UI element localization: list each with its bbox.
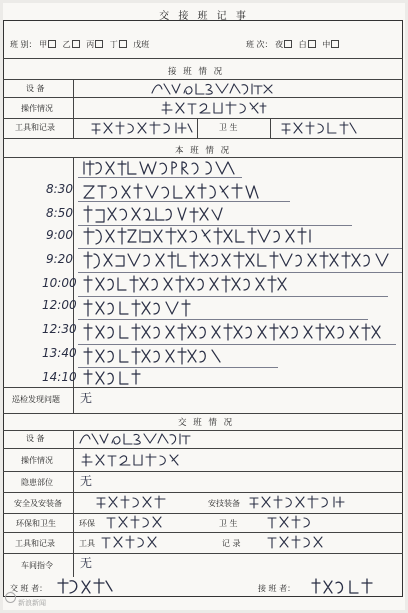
handover-signature [56,577,116,595]
time-entry: 8:30 [46,182,73,196]
shift-label: 班 别： 甲 乙 丙 丁 戊班 [10,40,150,49]
time-entry: 12:00 [42,298,77,312]
watermark-text: 新浪新闻 [18,599,46,607]
divider [3,532,403,533]
shift-over-env-label: 环保和卫生 [16,519,56,528]
time-entry: 9:00 [46,228,73,242]
shift-option-jia[interactable]: 甲 [39,40,60,49]
shift-over-tools-label: 工具和记录 [15,539,55,548]
time-entry: 13:40 [42,346,77,360]
shift-over-workshop-label: 车间指令 [21,561,53,570]
time-entry: 12:30 [42,322,77,336]
column-divider [73,79,74,138]
divider [3,58,403,59]
handwriting-handover-equipment [150,81,280,97]
form-title: 交 接 班 记 事 [159,11,249,22]
column-divider [73,387,74,413]
tools-prefix-label: 工具 [79,539,95,548]
divider [3,448,403,449]
divider [3,430,403,431]
turn-label: 班 次： 夜 白 中 [246,40,343,50]
shift-over-hygiene-label: 卫 生 [219,519,238,528]
handwriting-install [248,494,358,510]
shift-over-hazards-label: 隐患部位 [21,478,53,487]
section-heading-shift-over: 交 班 情 况 [178,418,235,428]
handwriting-handover-hygiene [280,120,360,136]
turn-option-mid[interactable]: 中 [322,40,343,49]
handwriting-env [105,514,175,530]
handwriting-hygiene [266,514,326,530]
handover-operation-label: 操作情况 [21,104,53,113]
column-divider [73,430,74,577]
handover-signature-label: 交 班 者： [10,584,48,593]
handwriting-handover-tools [90,120,194,136]
time-entry: 9:20 [46,252,73,266]
env-prefix-label: 环保 [79,519,95,528]
time-entry: 8:50 [46,206,73,220]
shift-option-ding[interactable]: 丁 [110,40,131,49]
handover-equipment-label: 设 备 [26,84,45,93]
receiver-signature-label: 接 班 者： [258,584,296,593]
section-heading-handover: 接 班 情 况 [168,67,225,77]
turn-option-day[interactable]: 白 [299,40,320,49]
divider [3,413,403,414]
handwriting-shift-over-operation [80,452,190,468]
divider [3,118,403,119]
time-entry: 10:00 [42,276,77,290]
divider [3,513,403,514]
patrol-value: 无 [80,391,93,405]
handwriting-records [266,534,336,550]
workshop-value: 无 [80,556,93,570]
shift-option-bing[interactable]: 丙 [86,40,107,49]
patrol-label: 巡检发现问题 [12,395,60,404]
divider [3,79,403,80]
shift-over-operation-label: 操作情况 [21,456,53,465]
hazards-value: 无 [80,474,93,488]
shift-option-yi[interactable]: 乙 [63,40,84,49]
install-label: 安技装备 [208,499,240,508]
handover-tools-label: 工具和记录 [15,123,55,132]
turn-option-night[interactable]: 夜 [275,40,296,49]
divider [3,138,403,139]
handwriting-shift-over-equipment [78,431,198,447]
handwriting-current-log [82,158,402,386]
shift-over-safety-label: 安全及安装备 [14,499,62,508]
column-divider [197,118,198,138]
shift-over-equipment-label: 设 备 [26,434,45,443]
shift-over-records-label: 记 录 [222,539,241,548]
divider [3,387,403,388]
divider [3,471,403,472]
shift-option-wu[interactable]: 戊班 [133,40,150,49]
handwriting-handover-operation [160,100,270,116]
section-heading-current: 本 班 情 况 [175,146,232,156]
handover-hygiene-label: 卫 生 [219,123,238,132]
handwriting-tools [100,534,170,550]
divider [3,492,403,493]
time-entry: 14:10 [42,370,77,384]
handwriting-safety [95,494,175,510]
column-divider [270,118,271,138]
divider [3,553,403,554]
watermark-logo [5,592,16,603]
receiver-signature [310,577,380,595]
divider [3,97,403,98]
